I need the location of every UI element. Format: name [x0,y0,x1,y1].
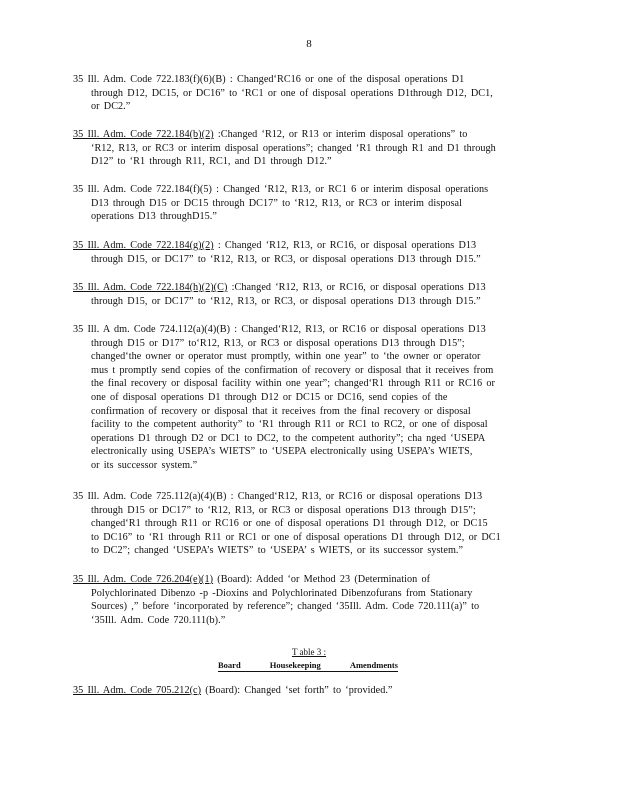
entry-line [73,364,543,378]
entry-line [73,210,543,224]
entry-line [73,281,543,295]
entry-line [73,155,543,169]
entry-text: through D12, DC15, or DC16” to ‘RC1 or one of disposal operations D1through D12, DC1, [91,87,493,99]
entry-line [73,459,543,473]
entry-line [73,418,543,432]
entry-line [73,73,543,87]
entry-line [73,253,543,267]
entry-line [73,573,543,587]
entry-text: (Board): Added ‘or Method 23 (Determination of [217,574,431,585]
amendment-entry [73,183,543,224]
entry-text: :Changed ‘R12, or R13 or interim disposal operations” to [217,129,468,140]
entry-citation: 35 Ill. Adm. Code 722.184(b)(2) [73,129,214,140]
entry-line [73,350,543,364]
entry-text: or its successor system.” [91,459,198,471]
amendment-entry [73,490,543,558]
entry-text: changed‘the owner or operator must promptly, within one year” to ‘the owner or operator [91,351,481,363]
entry-line [73,128,543,142]
entry-line [73,239,543,253]
final-entry-line [73,684,543,698]
entry-line [73,295,543,309]
table-header-board: Board [218,660,241,670]
final-entry-text: (Board): Changed ‘set forth” to ‘provided.” [205,685,393,696]
entry-line [73,587,543,601]
entry-line [73,197,543,211]
entry-text: through D15, or DC17” to ‘R12, R13, or RC3, or disposal operations D13 through D15.” [91,253,481,265]
entry-line [73,445,543,459]
entry-text: : Changed ‘R12, R13, or RC1 6 or interim disposal operations [216,184,489,195]
table-caption [0,646,618,658]
page-number: 8 [306,38,312,50]
amendment-entry [73,323,543,473]
entry-text: :Changed ‘R12, R13, or RC16, or disposal operations D13 [231,282,486,293]
entry-text: electronically using USEPA’s WIETS” to ‘USEPA electronically using USEPA’s WIETS, [91,446,473,458]
entry-line [73,490,543,504]
entry-citation: 35 Ill. Adm. Code 722.184(f)(5) [73,184,212,195]
entry-citation: 35 Ill. Adm. Code 722.184(h)(2)(C) [73,282,228,293]
table-caption-title: T able 3 : [291,647,327,657]
entry-text: Sources) ,” before ‘incorporated by reference”; changed ‘35Ill. Adm. Code 720.111(a)” to [91,601,480,613]
amendment-entry [73,281,543,308]
entry-text: confirmation of recovery or disposal that it receives from the final recovery or disposal [91,405,471,417]
entry-line [73,377,543,391]
entry-text: one of disposal operations D1 through D12 or DC15 or DC16, send copies of the [91,391,448,403]
entry-line [73,405,543,419]
entry-line [73,323,543,337]
entry-text: or DC2.” [91,101,131,113]
entry-text: : Changed‘RC16 or one of the disposal operations D1 [229,74,465,85]
final-entry [73,684,543,698]
amendment-entry [73,573,543,627]
entry-citation: 35 Ill. Adm. Code 722.184(g)(2) [73,240,214,251]
entry-citation: 35 Ill. Adm. Code 726.204(e)(1) [73,574,214,585]
entry-citation: 35 Ill. Adm. Code 725.112(a)(4)(B) [73,491,227,502]
amendment-entry [73,128,543,169]
entry-line [73,531,543,545]
entry-line [73,183,543,197]
entry-text: ‘35Ill. Adm. Code 720.111(b).” [91,614,226,626]
entry-text: ‘R12, R13, or RC3 or interim disposal operations”; changed ‘R1 through R1 and D1 through [91,142,496,154]
entry-text: through D15, or DC17” to ‘R12, R13, or RC3, or disposal operations D13 through D15.” [91,295,481,307]
entry-line [73,100,543,114]
entry-text: operations D13 throughD15.” [91,211,217,223]
amendment-entry [73,73,543,114]
entry-text: to DC16” to ‘R1 through R11 or RC1 or one of disposal operations D1 through D12, or DC1 [91,531,501,543]
entry-text: through D15 or DC17” to ‘R12, R13, or RC3 or disposal operations D13 through D15”; [91,504,476,516]
entry-text: to DC2”; changed ‘USEPA’s WIETS” to ‘USEPA’ s WIETS, or its successor system.” [91,545,464,557]
table-header-housekeeping: Housekeeping [269,660,321,670]
entry-line [73,504,543,518]
table-header-amendments: Amendments [349,660,398,670]
table-header [218,660,398,672]
entry-line [73,600,543,614]
entry-line [73,544,543,558]
entry-line [73,432,543,446]
entry-text: D13 through D15 or DC15 through DC17” to ‘R12, R13, or RC3 or interim disposal [91,197,462,209]
entry-text: : Changed‘R12, R13, or RC16 or disposal operations D13 [234,324,486,335]
entry-text: the final recovery or disposal facility within one year”; changed‘R1 through R11 or RC16 or [91,378,495,390]
entry-citation: 35 Ill. A dm. Code 724.112(a)(4)(B) [73,324,231,335]
entry-text: operations D1 through D2 or DC1 to DC2, to the competent authority”; cha nged ‘USEPA [91,432,486,444]
entry-text: mus t promptly send copies of the confirmation of recovery or disposal that it receives from [91,364,494,376]
entry-line [73,87,543,101]
entry-text: : Changed ‘R12, R13, or RC16, or disposal operations D13 [217,240,477,251]
entry-line [73,517,543,531]
entry-text: D12” to ‘R1 through R11, RC1, and D1 through D12.” [91,156,332,168]
entry-text: through D15 or D17” to‘R12, R13, or RC3 or disposal operations D13 through D15”; [91,337,465,349]
final-entry-cite: 35 Ill. Adm. Code 705.212(c) [73,685,202,696]
entry-line [73,337,543,351]
entry-line [73,391,543,405]
entry-line [73,614,543,628]
entry-line [73,142,543,156]
amendment-entry [73,239,543,266]
entry-text: Polychlorinated Dibenzo -p -Dioxins and Polychlorinated Dibenzofurans from Stationary [91,587,473,599]
entry-text: : Changed‘R12, R13, or RC16 or disposal operations D13 [230,491,483,502]
entry-text: changed‘R1 through R11 or RC16 or one of disposal operations D1 through D12, or DC15 [91,518,488,530]
entry-citation: 35 Ill. Adm. Code 722.183(f)(6)(B) [73,74,226,85]
entry-text: facility to the competent authority” to ‘R1 through R11 or RC1 to RC2, or one of disposal [91,419,488,431]
